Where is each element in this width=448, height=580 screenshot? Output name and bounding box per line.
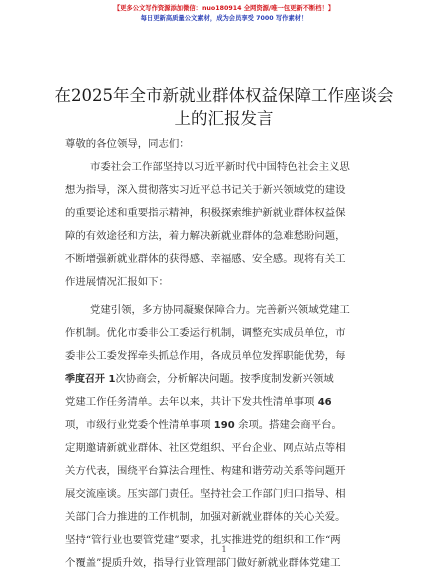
paragraph-2-line: 作机制。优化市委非公工委运行机制，调整充实成员单位，市 [65, 327, 346, 339]
paragraph-2-line: 个覆盖”提质升效，指导行业管理部门做好新就业群体党建工 [65, 557, 341, 569]
paragraph-2-text: 次协商会，分析解决问题。按季度制发新兴领域 [115, 373, 334, 385]
paragraph-1-line: 作进展情况汇报如下： [65, 276, 169, 288]
paragraph-2-line [65, 418, 342, 433]
paragraph-2-line: 定期邀请新就业群体、社区党组织、平台企业、网点站点等相 [65, 442, 346, 454]
paragraph-2-line: 党建引领，多方协同凝聚保障合力。完善新兴领域党建工 [90, 304, 350, 316]
paragraph-2-line: 关方代表，围绕平台算法合理性、构建和谐劳动关系等问题开 [65, 465, 346, 477]
paragraph-2-text: 余项。搭建会商平台。 [237, 419, 342, 431]
paragraph-2-line: 坚持“管行业也要管党建”要求，扎实推进党的组织和工作“两 [65, 534, 341, 546]
paragraph-2-line [65, 372, 334, 387]
document-title-line1: 在2025年全市新就业群体权益保障工作座谈会 [54, 86, 394, 105]
promo-banner-line2: 每日更新高质量公文素材，成为会员享受 7000 写作素材！ [140, 15, 308, 22]
promo-banner-line1: 【更多公文写作资源添加微信：nuo180914 全网资源/唯一包更新不断档！】 [113, 5, 335, 12]
paragraph-1-line: 市委社会工作部坚持以习近平新时代中国特色社会主义思 [90, 161, 350, 173]
salutation: 尊敬的各位领导，同志们： [65, 138, 190, 150]
paragraph-2-text: 党建工作任务清单。去年以来，共计下发共性清单事项 [65, 396, 315, 408]
paragraph-1-line: 想为指导，深入贯彻落实习近平总书记关于新兴领域党的建设 [65, 184, 346, 196]
paragraph-2-line: 关部门合力推进的工作机制，加强对新就业群体的关心关爱。 [65, 511, 346, 523]
paragraph-2-text: 项，市级行业党委个性清单事项 [65, 419, 211, 431]
paragraph-1-line: 的重要论述和重要指示精神，积极探索维护新就业群体权益保 [65, 207, 346, 219]
paragraph-1-line: 不断增强新就业群体的获得感、幸福感、安全感。现将有关工 [65, 253, 346, 265]
bold-number-190: 190 [213, 420, 235, 431]
document-title-line2: 上的汇报发言 [174, 109, 274, 128]
paragraph-2-line [65, 395, 332, 410]
paragraph-2-line: 展交流座谈。压实部门责任。坚持社会工作部门归口指导、相 [65, 488, 346, 500]
bold-meeting-frequency: 季度召开 1 [65, 374, 116, 385]
page-number: 1 [221, 545, 227, 554]
bold-number-46: 46 [317, 397, 332, 408]
paragraph-2-line: 委非公工委发挥牵头抓总作用，各成员单位发挥职能优势，每 [65, 350, 346, 362]
paragraph-1-line: 障的有效途径和方法，着力解决新就业群体的急难愁盼问题， [65, 230, 346, 242]
